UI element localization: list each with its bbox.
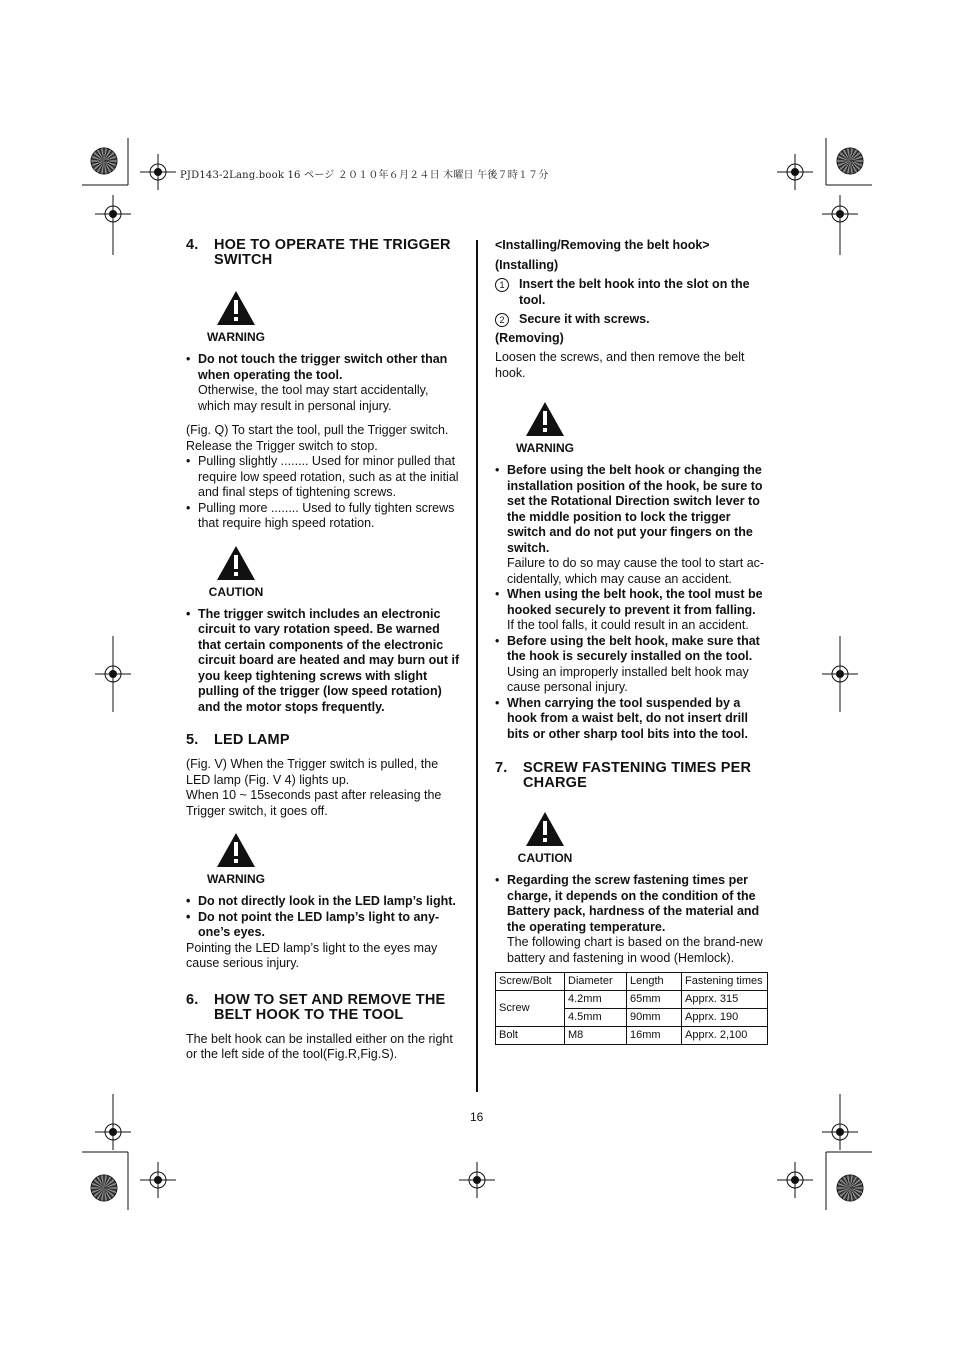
right-column: [495, 238, 769, 1045]
warning-label: WARNING: [516, 441, 574, 455]
led-warning-list: [186, 894, 460, 941]
caution-list: [186, 607, 460, 716]
left-column: [186, 238, 460, 1063]
page-number: 16: [470, 1110, 484, 1124]
warning-block: [186, 290, 286, 344]
list-item: • When carrying the tool suspended by a hook from a waist belt, do not insert drill bits or other sharp tool bits into the tool.: [495, 696, 769, 743]
caution-triangle-icon: [525, 811, 565, 847]
table-row: [496, 991, 768, 1009]
starburst-mark: [91, 148, 117, 174]
list-item: • Do not touch the trigger switch other than when operating the tool. Otherwise, the tool may start accidentally, which may result in personal injury.: [186, 352, 460, 414]
table-header-cell: Diameter: [565, 973, 627, 991]
section-7-heading: 7. SCREW FASTENING TIMES PER CHARGE: [495, 760, 752, 791]
warning-triangle-icon: [216, 832, 256, 868]
crosshair-mark: [777, 1162, 813, 1198]
caution-block: [186, 545, 286, 599]
table-header-cell: Screw/Bolt: [496, 973, 565, 991]
list-item: • Do not directly look in the LED lamp’s light.: [186, 894, 460, 910]
fastening-times-table: [495, 972, 768, 1045]
table-cell: Apprx. 315: [682, 991, 768, 1009]
list-item: • Do not point the LED lamp’s light to any-one’s eyes.: [186, 910, 460, 941]
pull-list: [186, 454, 460, 532]
table-cell: Screw: [496, 991, 565, 1027]
caution-block: [495, 811, 595, 865]
crosshair-mark: [777, 154, 813, 190]
fastening-list: [495, 873, 769, 966]
warning-triangle-icon: [216, 290, 256, 326]
led-text-1: (Fig. V) When the Trigger switch is pulled, the LED lamp (Fig. V 4) lights up.: [186, 757, 439, 787]
section-5-heading: 5. LED LAMP: [186, 732, 290, 748]
crosshair-mark: [459, 1162, 495, 1198]
table-cell: 65mm: [627, 991, 682, 1009]
table-header-cell: Fastening times: [682, 973, 768, 991]
belt-hook-heading: <Installing/Removing the belt hook>: [495, 238, 710, 252]
list-item: • Pulling more ........ Used to fully tighten screws that require high speed rotation.: [186, 501, 460, 532]
warning-triangle-icon: [525, 401, 565, 437]
table-cell: Apprx. 2,100: [682, 1027, 768, 1045]
list-item: • When using the belt hook, the tool must be hooked securely to prevent it from falling. If the tool falls, it could result in an accident.: [495, 587, 769, 634]
table-header-row: [496, 973, 768, 991]
removing-text: Loosen the screws, and then remove the belt hook.: [495, 350, 745, 380]
table-cell: 4.2mm: [565, 991, 627, 1009]
file-header: PJD143-2Lang.book 16 ページ ２０１０年６月２４日 木曜日 午後７時１７分: [180, 170, 549, 181]
table-cell: Apprx. 190: [682, 1009, 768, 1027]
table-cell: 4.5mm: [565, 1009, 627, 1027]
list-item: • The trigger switch includes an electronic circuit to vary rotation speed. Be warned that certain components of the electronic circuit board are heated and may burn out if you keep tightening screws with slight pulling of the trigger (low speed rotation) and the motor stops frequently.: [186, 607, 460, 716]
caution-label: CAUTION: [517, 851, 573, 865]
column-divider: [476, 240, 478, 1092]
caution-triangle-icon: [216, 545, 256, 581]
led-warning-after: Pointing the LED lamp’s light to the eyes may cause serious injury.: [186, 940, 438, 970]
list-item: • Regarding the screw fastening times per charge, it depends on the condition of the Battery pack, hardness of the material and the operating temperature. The following chart is based on the brand-new battery and fastening in wood (Hemlock).: [495, 873, 769, 966]
table-cell: 16mm: [627, 1027, 682, 1045]
list-item: • Before using the belt hook, make sure that the hook is securely installed on the tool. Using an improperly installed belt hook may cause personal injury.: [495, 634, 769, 696]
trigger-intro: (Fig. Q) To start the tool, pull the Trigger switch. Release the Trigger switch to stop.: [186, 423, 449, 453]
section-6-heading: 6. HOW TO SET AND REMOVE THE BELT HOOK TO THE TOOL: [186, 991, 446, 1023]
warning-block: [186, 832, 286, 886]
starburst-mark: [837, 148, 863, 174]
table-cell: 90mm: [627, 1009, 682, 1027]
warning-block: [495, 401, 595, 455]
belt-hook-intro: The belt hook can be installed either on the right or the left side of the tool(Fig.R,Fig.S).: [186, 1031, 453, 1061]
list-item: • Before using the belt hook or changing the installation position of the hook, be sure to set the Rotational Direction switch lever to the middle position to lock the trigger switch and do not put your fingers on the switch. Failure to do so may cause the tool to start ac-cidentally, which may cause an accident.: [495, 463, 769, 587]
section-4-heading: 4. HOE TO OPERATE THE TRIGGER SWITCH: [186, 237, 451, 268]
crosshair-mark: [140, 1162, 176, 1198]
table-header-cell: Length: [627, 973, 682, 991]
step-number-2: 2: [495, 313, 509, 327]
table-row: [496, 1027, 768, 1045]
led-text-2: When 10 ~ 15seconds past after releasing the Trigger switch, it goes off.: [186, 788, 442, 818]
installing-label: (Installing): [495, 257, 559, 272]
caution-label: CAUTION: [208, 584, 264, 599]
install-step-2: 2 Secure it with screws.: [495, 312, 769, 328]
list-item: • Pulling slightly ........ Used for minor pulled that require low speed rotation, such as at the initial and final steps of tightening screws.: [186, 454, 460, 501]
table-cell: Bolt: [496, 1027, 565, 1045]
warning-label: WARNING: [207, 872, 265, 886]
step-number-1: 1: [495, 278, 509, 292]
install-step-1: 1 Insert the belt hook into the slot on the tool.: [495, 277, 769, 308]
warning-label: WARNING: [207, 330, 265, 344]
starburst-mark: [837, 1175, 863, 1201]
removing-label: (Removing): [495, 330, 564, 345]
warning-list: [186, 352, 460, 414]
crosshair-mark: [140, 154, 176, 190]
starburst-mark: [91, 1175, 117, 1201]
table-cell: M8: [565, 1027, 627, 1045]
belt-warning-list: [495, 463, 769, 742]
